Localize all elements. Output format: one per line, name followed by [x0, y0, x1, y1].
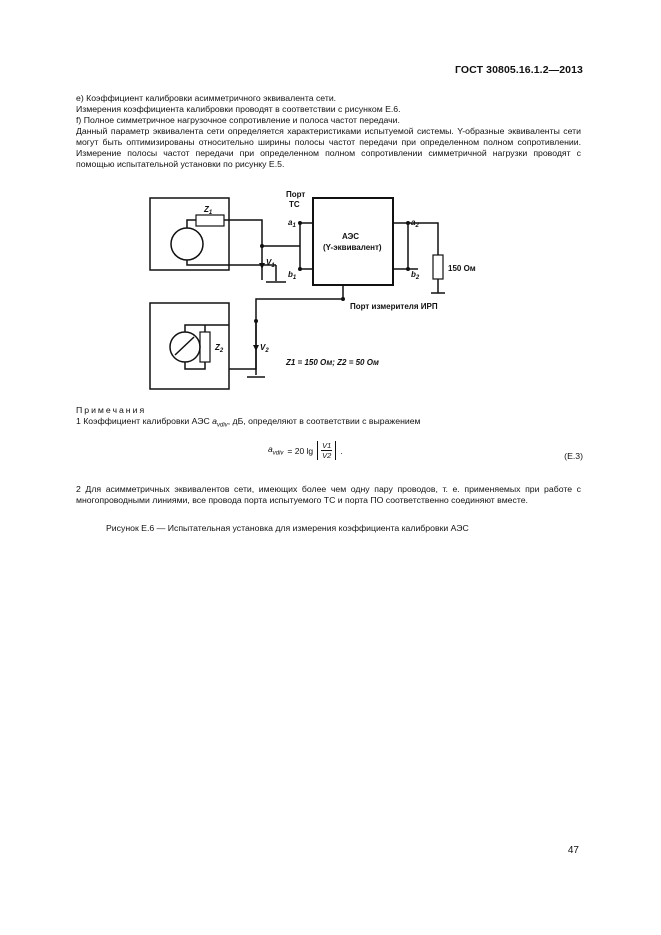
figure-caption: Рисунок Е.6 — Испытательная установка для измерения коэффициента калибровки АЭС [106, 523, 469, 533]
port-tc-label-2: ТС [289, 200, 300, 209]
z2-resistor [200, 332, 210, 362]
z2-label: $Z_2$ [215, 343, 224, 354]
generator-icon [171, 228, 203, 260]
aes-box [313, 198, 393, 285]
circuit-diagram [146, 185, 506, 395]
paragraph-f-detail: Данный параметр эквивалента сети определяется характеристиками испытуемой системы. Y-образные эквиваленты сети могут быть оптимизированы относительно ширины полосы частот передачи при определенном полном сопротивлении. Измерение полосы частот передачи при определенном полном сопротивлении симметричной нагрузки проводят с помощью испытательной установки по рисунку Е.5. [76, 126, 581, 169]
note-2: 2 Для асимметричных эквивалентов сети, имеющих более чем одну пару проводов, т. е. применяемых при работе с многопроводными линиями, все провода порта испытуемого ТС и порта ПО соответственно соединяют вместе. [76, 483, 581, 505]
v1-label: $V_1$ [266, 258, 275, 269]
a1-label: $a_1$ [288, 218, 296, 229]
b2-label: $b_2$ [411, 270, 420, 281]
equation-number: (Е.3) [564, 451, 583, 461]
v2-label: $V_2$ [260, 343, 269, 354]
aes-subtitle: (Y-эквивалент) [323, 243, 382, 252]
meter-port-label: Порт измерителя ИРП [350, 302, 438, 311]
note-1: 1 Коэффициент калибровки АЭС $a_{vdiv}$, дБ, определяют в соответствии с выражением [76, 416, 421, 429]
z1-resistor [196, 215, 224, 226]
notes-title: Примечания [76, 405, 147, 415]
z-values-label: Z1 = 150 Ом; Z2 = 50 Ом [286, 358, 379, 367]
b1-label: $b_1$ [288, 270, 297, 281]
body-text [76, 93, 581, 170]
paragraph-e-detail: Измерения коэффициента калибровки проводят в соответствии с рисунком Е.6. [76, 104, 401, 114]
paragraph-f: f) Полное симметричное нагрузочное сопротивление и полоса частот передачи. [76, 115, 400, 125]
z1-label: $Z_1$ [204, 205, 213, 216]
port-tc-label-1: Порт [286, 190, 306, 199]
a2-label: $a_2$ [411, 218, 419, 229]
notes [76, 405, 581, 432]
load-label: 150 Ом [448, 264, 476, 273]
document-code: ГОСТ 30805.16.1.2—2013 [455, 64, 583, 76]
formula-fraction: $\frac{V1}{V2}$ [317, 441, 336, 460]
meter-icon [170, 332, 200, 362]
page-number: 47 [567, 845, 579, 856]
formula: $a_{vdiv}$ = 20 lg $\frac{V1}{V2}$ . [268, 441, 343, 460]
aes-label: АЭС [342, 232, 360, 241]
load-resistor [433, 255, 443, 279]
paragraph-e: е) Коэффициент калибровки асимметричного эквивалента сети. [76, 93, 337, 103]
